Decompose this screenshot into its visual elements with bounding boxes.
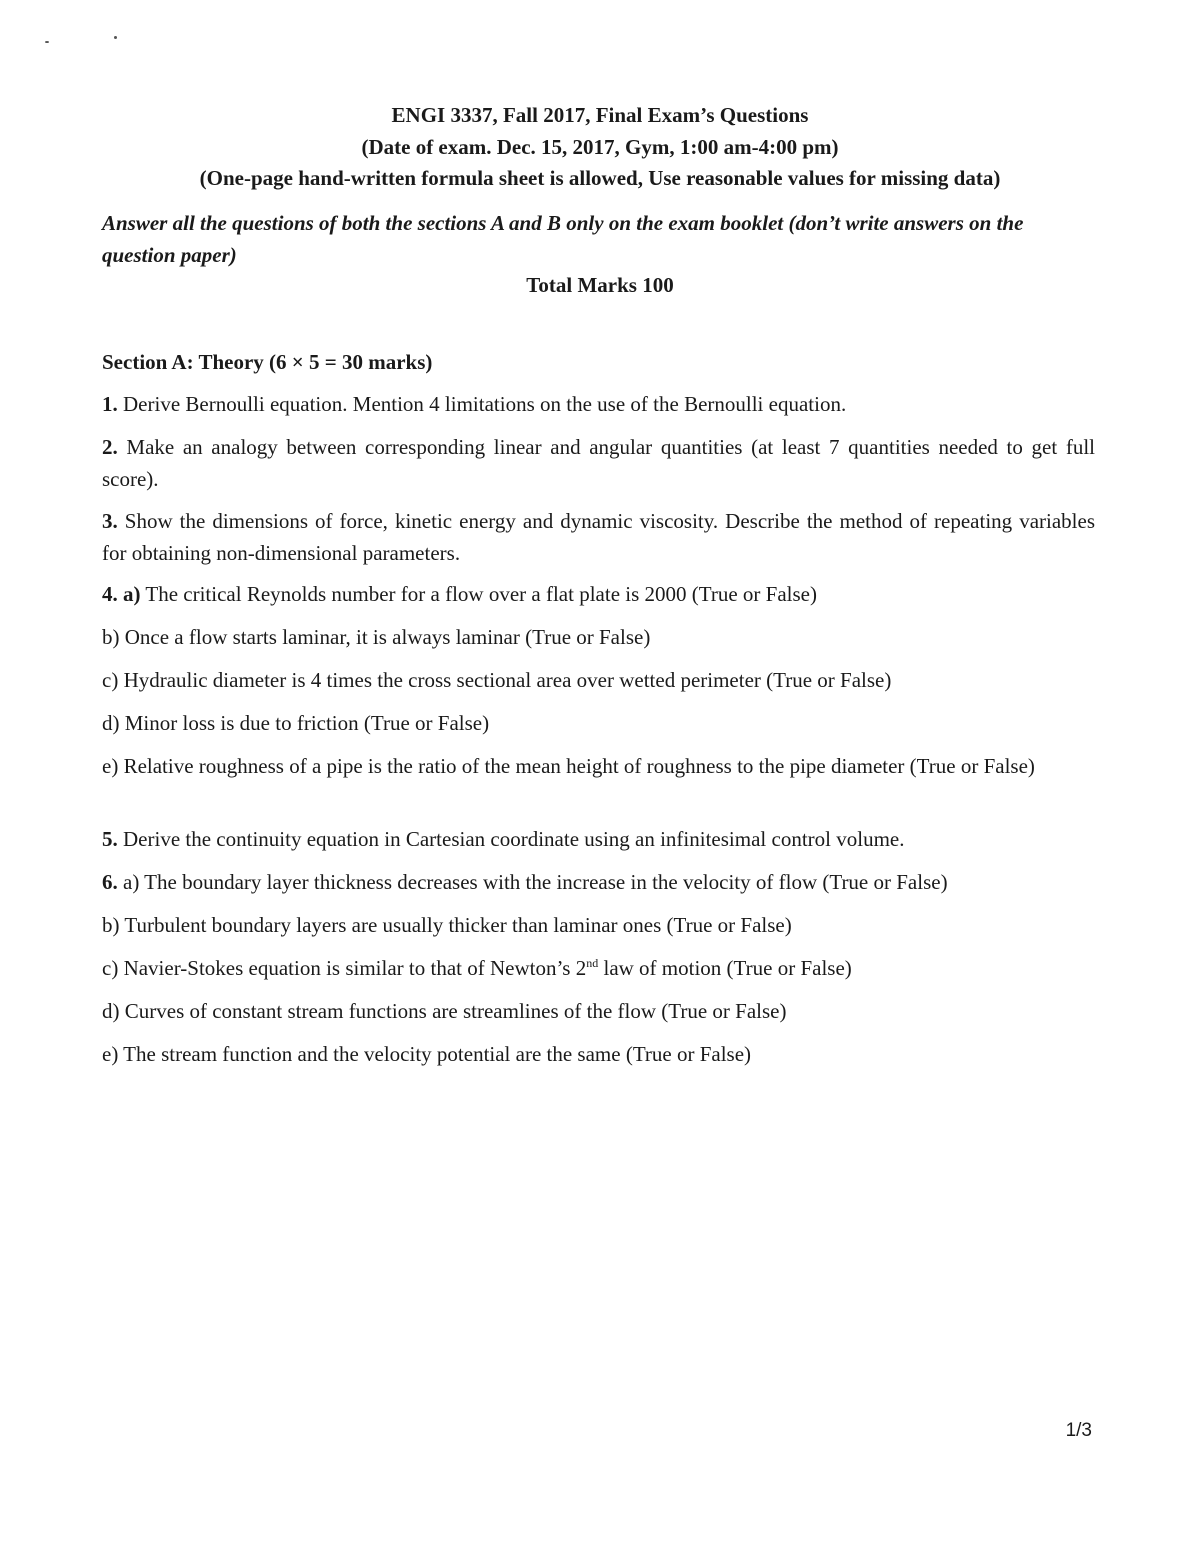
question-text: Make an analogy between corresponding linear and angular quantities (at least 7 quantities needed to get full score). xyxy=(102,435,1095,491)
superscript: nd xyxy=(586,956,599,970)
question-text: Derive the continuity equation in Cartesian coordinate using an infinitesimal control volume. xyxy=(117,827,905,851)
page-number: 1/3 xyxy=(1065,1420,1092,1441)
question-4b: b) Once a flow starts laminar, it is always laminar (True or False) xyxy=(102,625,651,649)
question-4c: c) Hydraulic diameter is 4 times the cross sectional area over wetted perimeter (True or False) xyxy=(102,668,892,692)
formula-sheet-note: (One-page hand-written formula sheet is allowed, Use reasonable values for missing data) xyxy=(199,166,1001,190)
question-text: The critical Reynolds number for a flow over a flat plate is 2000 (True or False) xyxy=(140,582,817,606)
question-6b: b) Turbulent boundary layers are usually thicker than laminar ones (True or False) xyxy=(102,913,792,937)
question-3 xyxy=(102,505,1095,569)
question-number: 5. xyxy=(102,827,118,851)
question-number: 6. xyxy=(102,870,118,894)
question-number: 1. xyxy=(102,392,118,416)
total-marks: Total Marks 100 xyxy=(526,273,674,297)
question-6d: d) Curves of constant stream functions are streamlines of the flow (True or False) xyxy=(102,999,787,1023)
question-number: 3. xyxy=(102,509,118,533)
question-text: c) Navier-Stokes equation is similar to that of Newton’s 2 xyxy=(102,956,587,980)
question-4a xyxy=(102,578,1095,610)
question-5 xyxy=(102,823,1095,855)
question-text: law of motion (True or False) xyxy=(598,956,852,980)
question-1 xyxy=(102,388,1095,420)
question-6a xyxy=(102,866,1095,898)
question-text: a) The boundary layer thickness decreases with the increase in the velocity of flow (True or False) xyxy=(117,870,948,894)
scan-speck xyxy=(45,41,49,43)
question-text: Show the dimensions of force, kinetic energy and dynamic viscosity. Describe the method of repeating variables for obtaining non-dimensional parameters. xyxy=(102,509,1095,565)
section-a-title: Section A: Theory (6 × 5 = 30 marks) xyxy=(102,350,433,374)
instructions: Answer all the questions of both the sections A and B only on the exam booklet (don’t write answers on the question paper) xyxy=(102,211,1024,267)
question-6e: e) The stream function and the velocity potential are the same (True or False) xyxy=(102,1042,752,1066)
question-4e: e) Relative roughness of a pipe is the ratio of the mean height of roughness to the pipe diameter (True or False) xyxy=(102,754,1035,778)
exam-date-line: (Date of exam. Dec. 15, 2017, Gym, 1:00 am-4:00 pm) xyxy=(361,135,839,159)
question-4d: d) Minor loss is due to friction (True or False) xyxy=(102,711,490,735)
question-2 xyxy=(102,431,1095,495)
question-text: Derive Bernoulli equation. Mention 4 limitations on the use of the Bernoulli equation. xyxy=(117,392,847,416)
question-6c xyxy=(102,952,1095,984)
question-number: 4. a) xyxy=(102,582,141,606)
question-number: 2. xyxy=(102,435,118,459)
exam-title: ENGI 3337, Fall 2017, Final Exam’s Questions xyxy=(391,103,809,127)
scan-speck xyxy=(114,36,117,39)
